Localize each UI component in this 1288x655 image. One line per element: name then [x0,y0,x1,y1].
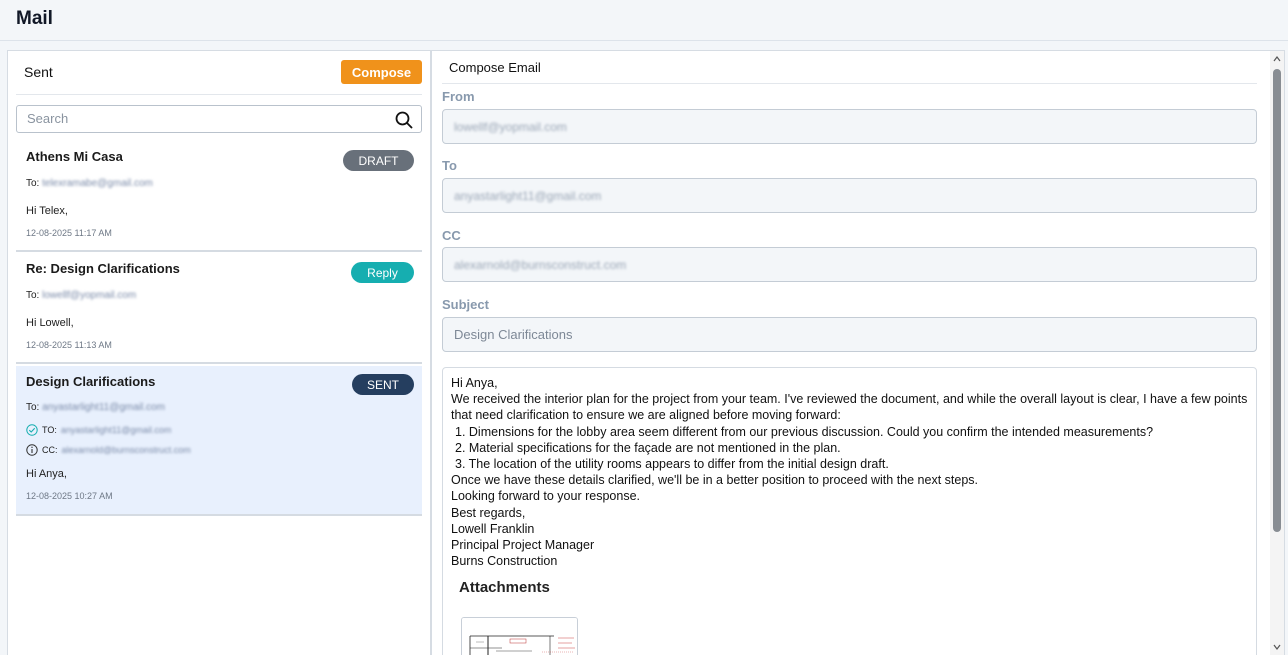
mail-subject: Re: Design Clarifications [26,261,180,276]
search-icon[interactable] [395,111,413,129]
mail-subject: Athens Mi Casa [26,149,123,164]
body-paragraph: We received the interior plan for the project from your team. I've reviewed the document, and while the overall layout is clear, I have a few points that need clarification to ensure we are aligned before moving forward: [451,392,1248,423]
mail-subject: Design Clarifications [26,374,156,389]
delivered-to-line: TO: anyastarlight11@gmail.com [26,424,171,436]
to-label: To [442,158,457,173]
scrollbar[interactable] [1270,51,1284,655]
scroll-up-arrow-icon[interactable] [1273,55,1281,63]
mail-date: 12-08-2025 11:13 AM [26,340,112,350]
attachments-title: Attachments [459,579,550,596]
info-icon [26,444,38,456]
message-body-editor[interactable] [442,367,1257,655]
floor-plan-thumbnail-image [462,618,578,655]
from-label: From [442,89,475,104]
folder-title: Sent [24,64,53,80]
mail-list-panel [7,50,431,655]
search-input[interactable] [27,111,367,126]
body-paragraph: Looking forward to your response. [451,489,640,504]
from-value: lowellf@yopmail.com [454,119,567,134]
cc-field[interactable] [442,247,1257,282]
status-badge: Reply [351,262,414,283]
body-signature-name: Lowell Franklin [451,521,535,536]
body-signature-company: Burns Construction [451,554,558,569]
recipient-email: lowellf@yopmail.com [42,290,137,301]
cc-line: CC: alexarnold@burnsconstruct.com [26,444,191,456]
mail-recipient: To: lowellf@yopmail.com [26,290,137,301]
mail-recipient: To: telexramabe@gmail.com [26,178,153,189]
recipient-email: anyastarlight11@gmail.com [42,402,165,413]
mail-list-item[interactable] [16,142,422,252]
page-title: Mail [16,8,53,29]
mail-preview: Hi Telex, [26,205,68,217]
mail-list-item[interactable] [16,254,422,364]
status-badge: SENT [352,374,414,395]
status-badge: DRAFT [343,150,414,171]
attachment-thumbnail[interactable] [461,617,578,655]
body-paragraph: Once we have these details clarified, we'll be in a better position to proceed with the next steps. [451,473,978,488]
divider [16,94,422,95]
body-list-item: 1. Dimensions for the lobby area seem different from our previous discussion. Could you confirm the intended measurements? [455,424,1154,439]
mail-date: 12-08-2025 11:17 AM [26,228,112,238]
check-circle-icon [26,424,38,436]
cc-value: alexarnold@burnsconstruct.com [454,257,627,272]
cc-label: CC [442,228,461,243]
compose-panel [431,50,1285,655]
from-field[interactable] [442,109,1257,144]
subject-value: Design Clarifications [454,327,573,342]
body-signature-role: Principal Project Manager [451,538,595,553]
to-value: anyastarlight11@gmail.com [454,188,602,203]
mail-date: 12-08-2025 10:27 AM [26,491,113,501]
body-greeting: Hi Anya, [451,376,498,390]
subject-label: Subject [442,297,489,312]
body-list-item: 3. The location of the utility rooms appears to differ from the initial design draft. [455,457,889,472]
compose-title: Compose Email [449,60,541,75]
divider [442,83,1257,84]
mail-list-item-selected[interactable] [16,366,422,516]
body-list-item: 2. Material specifications for the façade are not mentioned in the plan. [455,440,841,455]
search-box[interactable] [16,105,422,133]
body-signoff: Best regards, [451,505,526,520]
mail-recipient: To: anyastarlight11@gmail.com [26,402,165,413]
scrollbar-thumb[interactable] [1273,69,1281,532]
subject-field[interactable] [442,317,1257,352]
mail-preview: Hi Anya, [26,468,67,480]
top-bar [0,0,1288,41]
message-body[interactable] [451,375,1251,569]
mail-preview: Hi Lowell, [26,317,74,329]
compose-button[interactable]: Compose [341,60,422,84]
scroll-down-arrow-icon[interactable] [1273,643,1281,651]
to-field[interactable] [442,178,1257,213]
recipient-email: telexramabe@gmail.com [42,178,153,189]
